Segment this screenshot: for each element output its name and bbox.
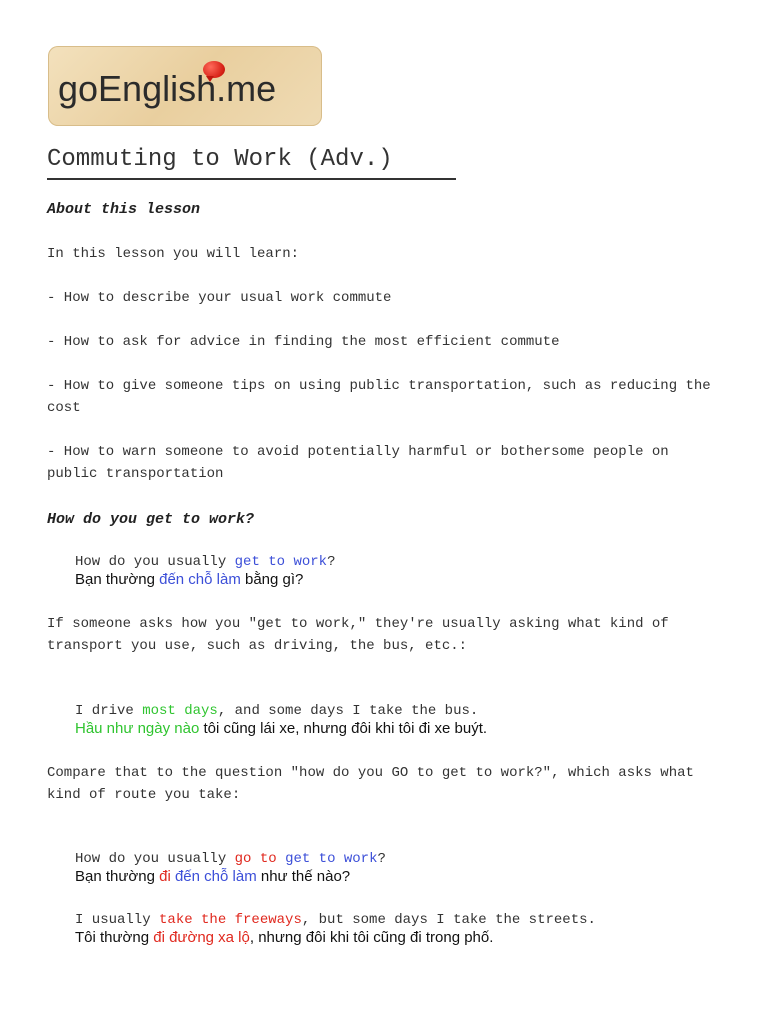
- highlight: Hầu như ngày nào: [75, 720, 200, 737]
- list-item: - How to describe your usual work commute: [47, 290, 392, 306]
- example-2: [75, 702, 735, 738]
- page-title: Commuting to Work (Adv.): [47, 146, 456, 180]
- vietnamese-sentence: Hầu như ngày nào tôi cũng lái xe, nhưng đôi khi tôi đi xe buýt.: [75, 720, 488, 737]
- english-sentence: How do you usually go to get to work?: [75, 851, 386, 867]
- english-sentence: I drive most days, and some days I take the bus.: [75, 703, 479, 719]
- highlight: most days: [142, 703, 218, 719]
- highlight: đến chỗ làm: [159, 571, 241, 588]
- list-item: - How to warn someone to avoid potentially harmful or bothersome people on public transportation: [47, 444, 669, 482]
- highlight: đi: [159, 868, 171, 885]
- explanation-text: Compare that to the question "how do you GO to get to work?", which asks what kind of route you take:: [47, 765, 694, 803]
- highlight: get to work: [234, 554, 328, 570]
- highlight: take the freeways: [159, 912, 302, 928]
- example-3: [75, 850, 735, 886]
- goenglish-logo: [48, 46, 322, 126]
- section-heading: How do you get to work?: [47, 511, 255, 528]
- vietnamese-sentence: Bạn thường đi đến chỗ làm như thế nào?: [75, 868, 351, 885]
- about-heading: About this lesson: [47, 201, 201, 218]
- example-4: [75, 911, 735, 947]
- list-item: - How to give someone tips on using public transportation, such as reducing the cost: [47, 378, 711, 416]
- highlight: đến chỗ làm: [174, 868, 257, 885]
- explanation-text: If someone asks how you "get to work," they're usually asking what kind of transport you use, such as driving, the bus, etc.:: [47, 616, 669, 654]
- vietnamese-sentence: Bạn thường đến chỗ làm bằng gì?: [75, 571, 304, 588]
- highlight: get to work: [285, 851, 378, 867]
- english-sentence: I usually take the freeways, but some days I take the streets.: [75, 912, 596, 928]
- highlight: go to: [234, 851, 277, 867]
- vietnamese-sentence: Tôi thường đi đường xa lộ, nhưng đôi khi tôi cũng đi trong phố.: [75, 929, 494, 946]
- example-1: [75, 553, 735, 589]
- english-sentence: How do you usually get to work?: [75, 554, 336, 570]
- highlight: đi đường xa lộ: [153, 929, 250, 946]
- list-item: - How to ask for advice in finding the most efficient commute: [47, 334, 560, 350]
- intro-text: In this lesson you will learn:: [47, 246, 300, 262]
- logo-text: goEnglish.me: [58, 68, 277, 109]
